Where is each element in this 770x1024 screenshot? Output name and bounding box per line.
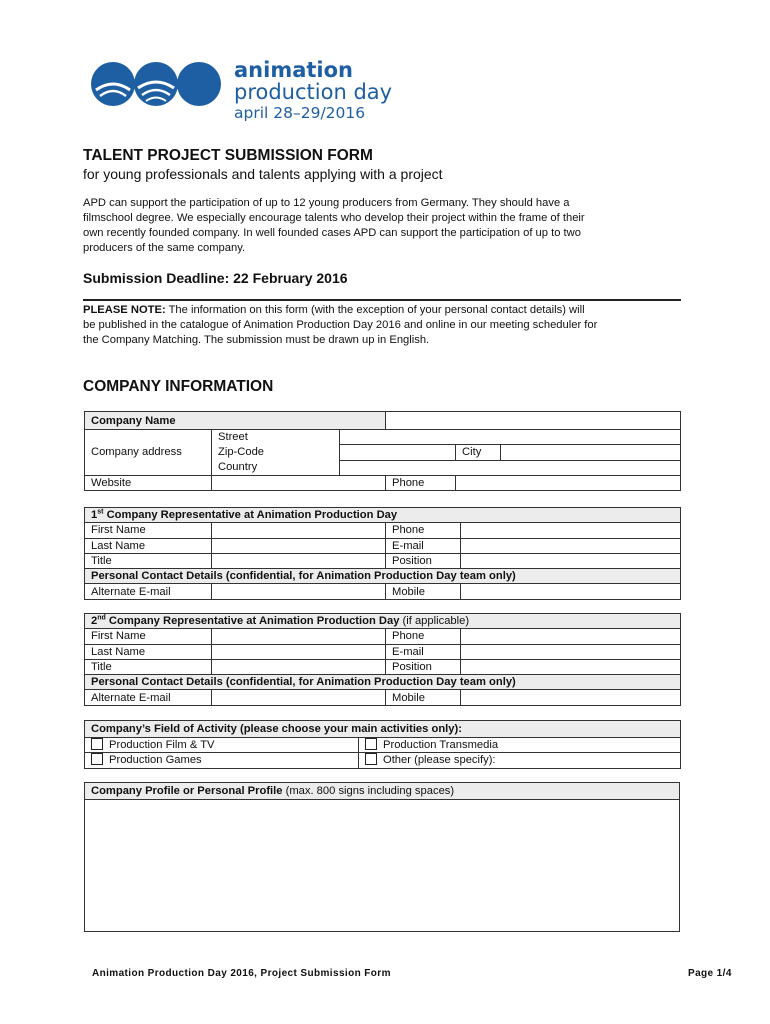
title-input[interactable]: [212, 553, 386, 568]
alt-email-label: Alternate E-mail: [85, 584, 212, 599]
personal-contact-heading: Personal Contact Details (confidential, for Animation Production Day team only): [85, 569, 681, 584]
checkbox-icon[interactable]: [91, 738, 103, 750]
first-name-label: First Name: [85, 629, 212, 644]
mobile-input[interactable]: [461, 690, 681, 705]
company-name-label: Company Name: [85, 412, 386, 430]
personal-contact-heading: Personal Contact Details (confidential, for Animation Production Day team only): [85, 675, 681, 690]
rep2-table: [84, 613, 681, 706]
first-name-input[interactable]: [212, 523, 386, 538]
company-name-input[interactable]: [386, 412, 681, 430]
rep1-heading: 1st Company Representative at Animation Production Day: [85, 508, 681, 523]
note-line: be published in the catalogue of Animation Production Day 2016 and online in our meeting scheduler for: [83, 319, 598, 331]
page-subtitle: for young professionals and talents applying with a project: [83, 166, 443, 182]
intro-line: filmschool degree. We especially encourage talents who develop their project within the frame of their: [83, 212, 585, 224]
section-heading: COMPANY INFORMATION: [83, 378, 274, 395]
website-label: Website: [85, 475, 212, 490]
note-line: The information on this form (with the exception of your personal contact details) will: [165, 304, 585, 316]
position-input[interactable]: [461, 659, 681, 674]
position-input[interactable]: [461, 553, 681, 568]
website-input[interactable]: [212, 475, 386, 490]
logo-line-2: production day: [234, 80, 393, 104]
last-name-input[interactable]: [212, 538, 386, 553]
title-label: Title: [85, 553, 212, 568]
position-label: Position: [386, 553, 461, 568]
phone-label: Phone: [386, 523, 461, 538]
title-label: Title: [85, 659, 212, 674]
activity-option-games[interactable]: Production Games: [85, 753, 359, 768]
country-label: Country: [212, 460, 340, 475]
apd-logo: [90, 58, 405, 126]
logo-line-1: animation: [234, 58, 353, 82]
alt-email-label: Alternate E-mail: [85, 690, 212, 705]
note-label: PLEASE NOTE:: [83, 304, 166, 316]
note-paragraph: [83, 303, 683, 348]
phone-label: Phone: [386, 629, 461, 644]
activity-heading: Company’s Field of Activity (please choose your main activities only):: [85, 721, 681, 738]
city-input[interactable]: [501, 445, 681, 460]
email-label: E-mail: [386, 538, 461, 553]
email-input[interactable]: [461, 538, 681, 553]
checkbox-icon[interactable]: [365, 753, 377, 765]
rep2-heading: 2nd Company Representative at Animation Production Day (if applicable): [85, 614, 681, 629]
profile-textarea[interactable]: [85, 800, 680, 932]
company-address-label: Company address: [85, 430, 212, 476]
phone-input[interactable]: [456, 475, 681, 490]
logo-line-3: april 28–29/2016: [234, 104, 366, 122]
footer-left: Animation Production Day 2016, Project Submission Form: [92, 968, 391, 979]
zip-label: Zip-Code: [212, 445, 340, 460]
street-label: Street: [212, 430, 340, 445]
mobile-label: Mobile: [386, 690, 461, 705]
logo-circles-icon: [90, 60, 230, 110]
position-label: Position: [386, 659, 461, 674]
first-name-input[interactable]: [212, 629, 386, 644]
phone-input[interactable]: [461, 629, 681, 644]
divider: [83, 299, 681, 301]
last-name-input[interactable]: [212, 644, 386, 659]
profile-table: [84, 782, 680, 932]
title-input[interactable]: [212, 659, 386, 674]
submission-deadline: Submission Deadline: 22 February 2016: [83, 270, 348, 286]
note-line: the Company Matching. The submission must be drawn up in English.: [83, 334, 430, 346]
page-number: Page 1/4: [688, 968, 732, 979]
email-label: E-mail: [386, 644, 461, 659]
alt-email-input[interactable]: [212, 584, 386, 599]
mobile-input[interactable]: [461, 584, 681, 599]
checkbox-icon[interactable]: [91, 753, 103, 765]
activity-option-film-tv[interactable]: Production Film & TV: [85, 738, 359, 753]
activity-table: [84, 720, 681, 769]
country-input[interactable]: [340, 460, 681, 475]
phone-label: Phone: [386, 475, 456, 490]
email-input[interactable]: [461, 644, 681, 659]
page-title: TALENT PROJECT SUBMISSION FORM: [83, 147, 373, 164]
intro-line: own recently founded company. In well founded cases APD can support the participation of up to two: [83, 227, 581, 239]
last-name-label: Last Name: [85, 538, 212, 553]
rep1-table: [84, 507, 681, 600]
first-name-label: First Name: [85, 523, 212, 538]
city-label: City: [456, 445, 501, 460]
company-info-table: [84, 411, 681, 491]
intro-line: producers of the same company.: [83, 242, 246, 254]
last-name-label: Last Name: [85, 644, 212, 659]
activity-option-other[interactable]: Other (please specify):: [359, 753, 681, 768]
street-input[interactable]: [340, 430, 681, 445]
activity-option-transmedia[interactable]: Production Transmedia: [359, 738, 681, 753]
alt-email-input[interactable]: [212, 690, 386, 705]
intro-line: APD can support the participation of up to 12 young producers from Germany. They should have a: [83, 197, 570, 209]
phone-input[interactable]: [461, 523, 681, 538]
checkbox-icon[interactable]: [365, 738, 377, 750]
intro-paragraph: [83, 196, 683, 256]
zip-input[interactable]: [340, 445, 456, 460]
profile-heading: Company Profile or Personal Profile (max. 800 signs including spaces): [85, 783, 680, 800]
mobile-label: Mobile: [386, 584, 461, 599]
